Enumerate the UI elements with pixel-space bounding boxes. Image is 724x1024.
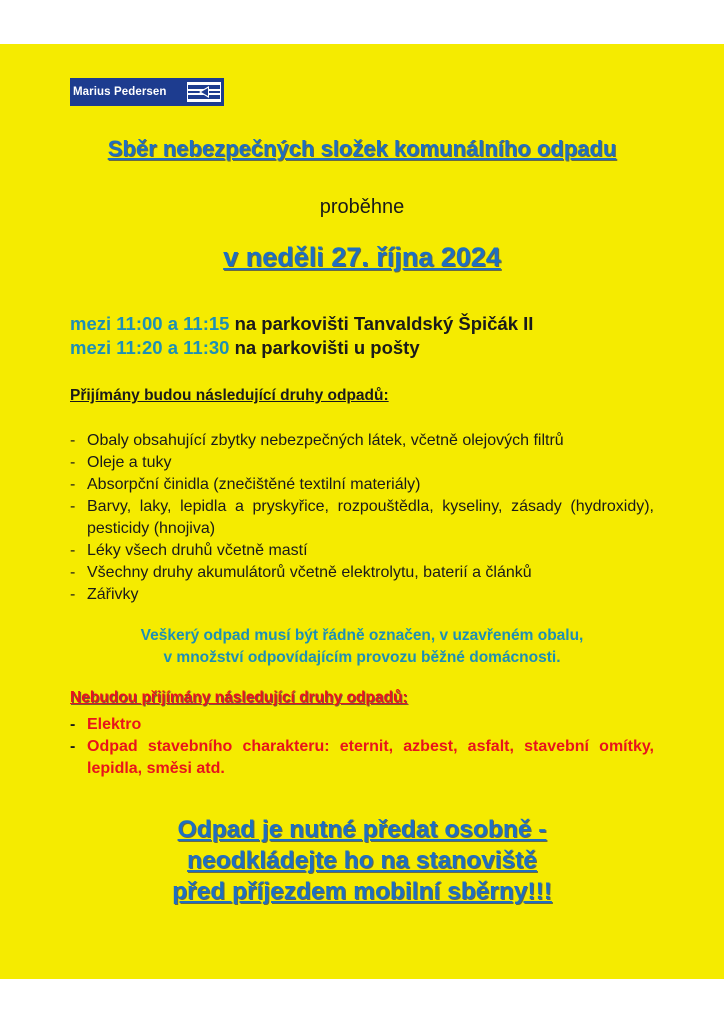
closing-message	[0, 814, 724, 907]
schedule-time: mezi 11:20 a 11:30	[70, 337, 230, 358]
marius-pedersen-logo-icon	[187, 82, 221, 102]
accepted-list	[70, 430, 654, 606]
logo-text: Marius Pedersen	[73, 86, 167, 98]
subtitle: proběhne	[319, 196, 405, 218]
closing-line: před příjezdem mobilní sběrny!!!	[172, 878, 552, 905]
accepted-heading: Přijímány budou následující druhy odpadů:	[70, 387, 389, 404]
schedule-row	[70, 336, 533, 360]
list-item: - Elektro	[70, 714, 654, 736]
packaging-note	[0, 625, 724, 669]
closing-line: neodkládejte ho na stanoviště	[187, 847, 537, 874]
list-item: - Odpad stavebního charakteru: eternit, azbest, asfalt, stavební omítky, lepidla, směsi atd.	[70, 736, 654, 780]
page-title: Sběr nebezpečných složek komunálního odpadu	[107, 136, 617, 161]
list-item: - Všechny druhy akumulátorů včetně elektrolytu, baterií a článků	[70, 562, 654, 584]
company-logo	[70, 78, 224, 106]
closing-line: Odpad je nutné předat osobně -	[177, 816, 547, 843]
note-line: v množství odpovídajícím provozu běžné domácnosti.	[163, 649, 561, 666]
schedule-row	[70, 312, 533, 336]
schedule	[70, 312, 533, 360]
schedule-time: mezi 11:00 a 11:15	[70, 313, 230, 334]
list-item: - Léky všech druhů včetně mastí	[70, 540, 654, 562]
rejected-heading: Nebudou přijímány následující druhy odpadů:	[70, 689, 408, 706]
event-date: v neděli 27. října 2024	[223, 242, 501, 272]
list-item: - Oleje a tuky	[70, 452, 654, 474]
schedule-place: na parkovišti u pošty	[234, 337, 420, 358]
list-item: - Barvy, laky, lepidla a pryskyřice, rozpouštědla, kyseliny, zásady (hydroxidy), pesticidy (hnojiva)	[70, 496, 654, 540]
rejected-list	[70, 714, 654, 780]
note-line: Veškerý odpad musí být řádně označen, v uzavřeném obalu,	[140, 627, 584, 644]
list-item: - Obaly obsahující zbytky nebezpečných látek, včetně olejových filtrů	[70, 430, 654, 452]
schedule-place: na parkovišti Tanvaldský Špičák II	[234, 313, 534, 334]
list-item: - Zářivky	[70, 584, 654, 606]
poster	[0, 44, 724, 979]
list-item: - Absorpční činidla (znečištěné textilní materiály)	[70, 474, 654, 496]
